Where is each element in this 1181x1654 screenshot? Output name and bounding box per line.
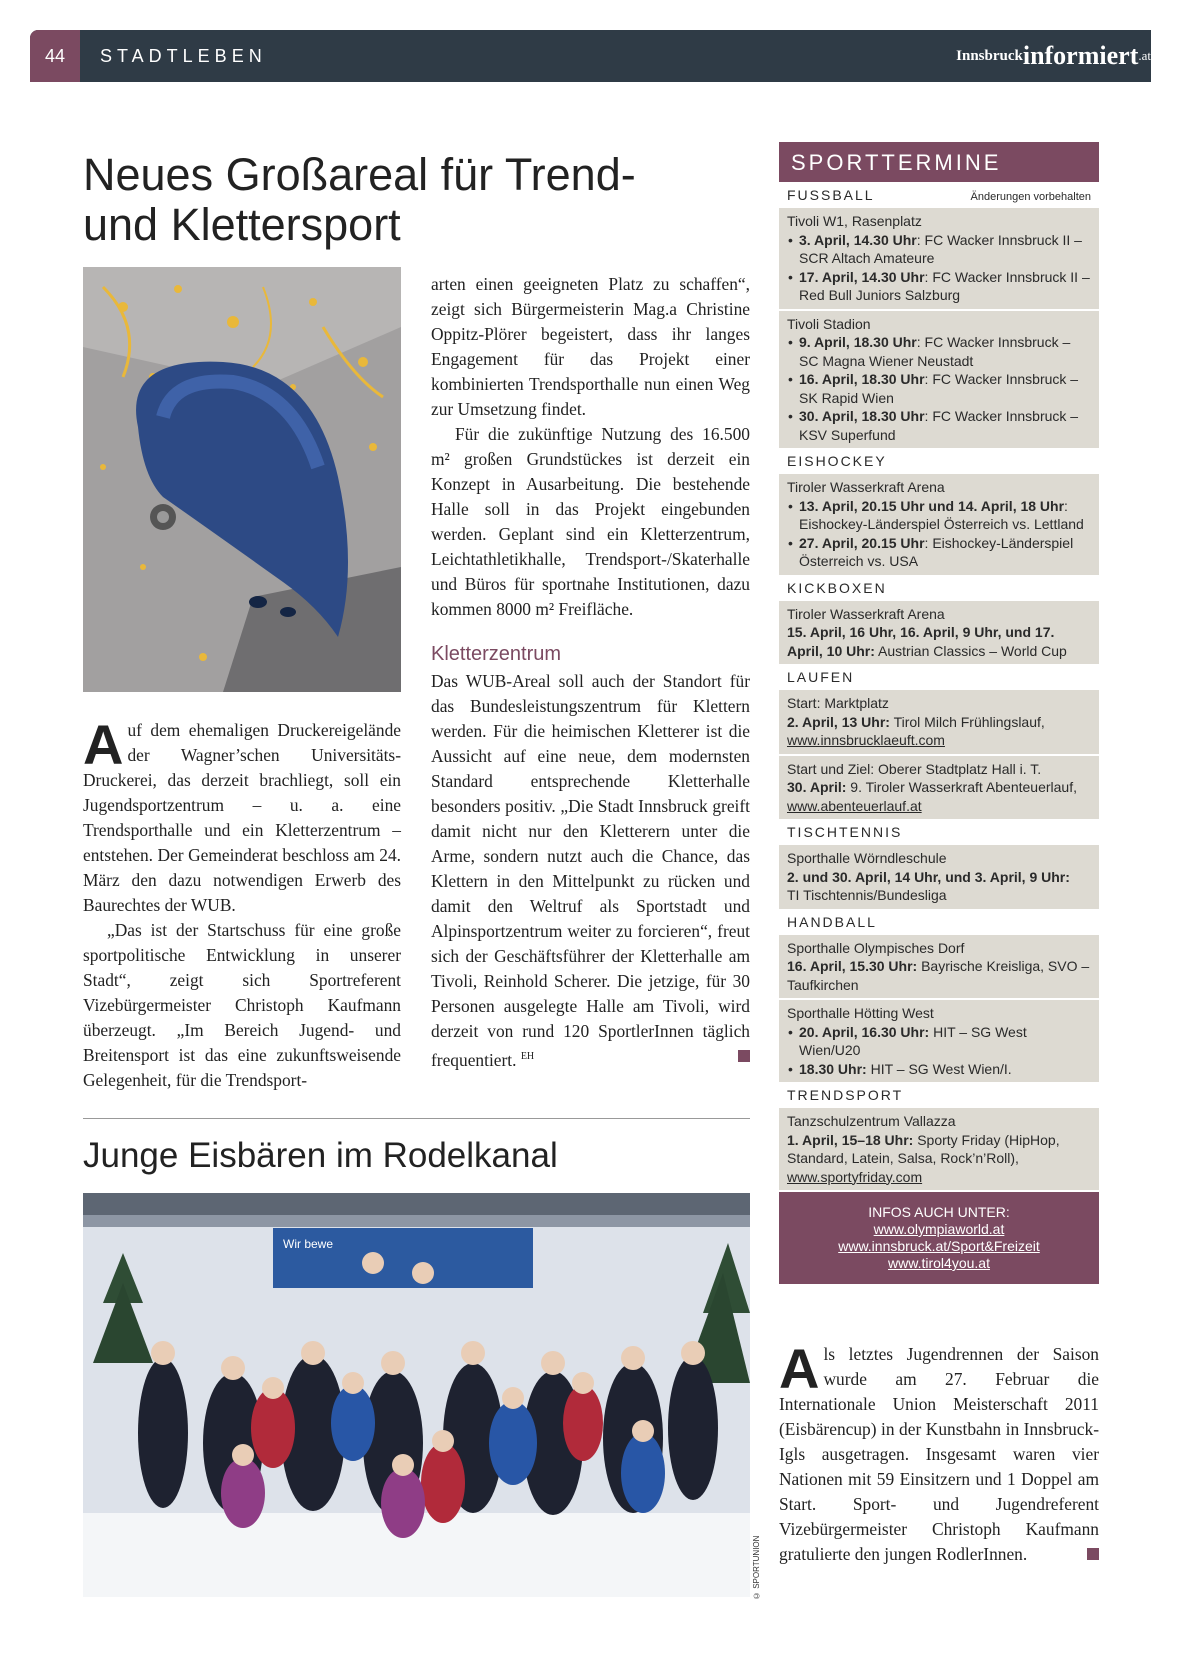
paragraph-text: Das WUB-Areal soll auch der Standort für das Bundesleistungszentrum für Klettern werden. Für die heimischen Kletterer ist die Aussicht auf eine neue, dem modernsten Standard entsprechende Kletterhalle besonders positiv. „Die Stadt Innsbruck greift damit nicht nur den Kletterern unter die Arme, sondern nutzt auch die Chance, das Klettern in den Mittelpunkt zu rücken und damit den Weltruf als Sportstadt und Alpinsportzentrum weiter zu forcieren“, freut sich der Geschäftsführer der Kletterhalle am Tivoli, Reinhold Scherer. Die jetzige, für 30 Personen ausgelegte Halle am Tivoli, wird derzeit von rund 120 SportlerInnen täglich frequentiert. bbox=[431, 671, 750, 1070]
event-date: 16. April, 15.30 Uhr: bbox=[787, 958, 918, 974]
event-text: : FC Wacker Innsbruck II – Red Bull Juniors Salzburg bbox=[799, 268, 1090, 303]
event-date: 30. April: bbox=[787, 779, 847, 795]
event-text: Austrian Classics – World Cup bbox=[874, 642, 1067, 659]
event-date: 16. April, 18.30 Uhr bbox=[799, 371, 925, 387]
divider bbox=[83, 1118, 750, 1119]
category-label: KICKBOXEN bbox=[787, 579, 887, 596]
event-text: HIT – SG West Wien/U20 bbox=[799, 1023, 1027, 1058]
category-trendsport bbox=[779, 1082, 1099, 1106]
info-link[interactable]: www.innsbruck.at/Sport&Freizeit bbox=[838, 1238, 1040, 1254]
event-text: 9. Tiroler Wasserkraft Abenteuerlauf, bbox=[846, 779, 1077, 795]
group-photo-illustration bbox=[83, 1193, 750, 1597]
event-block bbox=[779, 843, 1099, 909]
event-date: 17. April, 14.30 Uhr bbox=[799, 268, 925, 285]
event-text: : FC Wacker Innsbruck – SK Rapid Wien bbox=[799, 371, 1079, 406]
end-mark bbox=[738, 1050, 750, 1062]
article-column-2 bbox=[431, 272, 750, 1073]
event-date: 20. April, 16.30 Uhr: bbox=[799, 1023, 930, 1040]
article-paragraph: „Das ist der Startschuss für eine große sportpolitische Entwicklung in unserer Stadt“, zeigt sich Sportreferent Vizebürgermeister Christoph Kaufmann überzeugt. „Im Bereich Jugend- und Breitensport ist das eine zukunftsweisende Gelegenheit, für die Trendsport- bbox=[83, 920, 401, 1090]
article-paragraph: Für die zukünftige Nutzung des 16.500 m² großen Grundstückes ist derzeit ein Konzept in Ausarbeitung. Die bestehende Halle soll in das Projekt eingebunden werden. Geplant sind ein Kletterzentrum, Leichtathletikhalle, Trendsport-/Skaterhalle und Büros für sportnahe Institutionen, dazu kommen 8000 m² Freifläche. bbox=[431, 424, 750, 619]
event-text: TI Tischtennis/Bundesliga bbox=[787, 887, 947, 903]
event-block bbox=[779, 309, 1099, 449]
event-item bbox=[799, 1023, 1091, 1060]
event-item bbox=[799, 407, 1091, 444]
article-paragraph: arten einen geeigneten Platz zu schaffen“, zeigt sich Bürgermeisterin Mag.a Christine Oppitz-Plörer begeistert, dass ihr langes Engagement für das Projekt einer kombinierten Trendsporthalle nun einen Weg zur Umsetzung findet. bbox=[431, 274, 750, 419]
event-block bbox=[779, 1106, 1099, 1190]
event-date: 30. April, 18.30 Uhr bbox=[799, 408, 925, 424]
event-date: 27. April, 20.15 Uhr bbox=[799, 534, 925, 551]
event-location: Sporthalle Hötting West bbox=[787, 1005, 934, 1021]
page-number: 44 bbox=[30, 30, 80, 82]
event-date: 15. April, 16 Uhr, 16. April, 9 Uhr, und 17. April, 10 Uhr: bbox=[787, 624, 1055, 659]
event-date: 9. April, 18.30 Uhr bbox=[799, 334, 917, 350]
event-date: 2. und 30. April, 14 Uhr, und 3. April, 9 Uhr: bbox=[787, 868, 1070, 885]
event-block bbox=[779, 998, 1099, 1082]
category-kickboxen bbox=[779, 575, 1099, 599]
event-text: : FC Wacker Innsbruck – KSV Superfund bbox=[799, 408, 1079, 443]
paragraph-text: uf dem ehemaligen Druckereigelände der Wagner’schen Universitäts-Druckerei, das derzeit brachliegt, soll ein Jugendsportzentrum – u. a. eine Trendsporthalle und ein Kletterzentrum – entstehen. Der Gemeinderat beschloss am 24. März den dazu notwendigen Erwerb des Baurechtes der WUB. bbox=[83, 720, 401, 915]
event-text: HIT – SG West Wien/I. bbox=[866, 1060, 1012, 1077]
event-location: Tiroler Wasserkraft Arena bbox=[787, 479, 945, 495]
article-paragraph bbox=[431, 669, 750, 1073]
brand-logo bbox=[956, 30, 1151, 82]
category-laufen bbox=[779, 664, 1099, 688]
event-text: : FC Wacker Innsbruck II – SCR Altach Amateure bbox=[799, 231, 1082, 266]
event-link[interactable]: www.sportyfriday.com bbox=[787, 1168, 923, 1185]
changes-note: Änderungen vorbehalten bbox=[970, 191, 1091, 203]
event-location: Tivoli Stadion bbox=[787, 315, 871, 332]
article-headline: Neues Großareal für Trend- und Klettersport bbox=[83, 149, 636, 250]
sport-schedule-sidebar bbox=[779, 142, 1099, 1284]
drop-cap: A bbox=[779, 1337, 820, 1400]
category-label: FUSSBALL bbox=[787, 187, 875, 203]
brand-small: Innsbruck bbox=[956, 47, 1023, 64]
event-date: 3. April, 14.30 Uhr bbox=[799, 231, 917, 248]
category-handball bbox=[779, 909, 1099, 933]
event-item bbox=[799, 1060, 1091, 1079]
event-block bbox=[779, 472, 1099, 575]
section-title: STADTLEBEN bbox=[100, 45, 267, 66]
photo-credit: © SPORTUNION bbox=[752, 1535, 761, 1600]
event-location: Sporthalle Olympisches Dorf bbox=[787, 939, 965, 956]
category-eishockey bbox=[779, 448, 1099, 472]
event-date: 1. April, 15–18 Uhr: bbox=[787, 1131, 914, 1148]
article-column-1 bbox=[83, 713, 401, 1093]
event-location: Start: Marktplatz bbox=[787, 695, 889, 711]
info-link[interactable]: www.olympiaworld.at bbox=[873, 1221, 1005, 1237]
event-location: Start und Ziel: Oberer Stadtplatz Hall i. T. bbox=[787, 760, 1042, 777]
category-tischtennis bbox=[779, 819, 1099, 843]
event-block bbox=[779, 933, 1099, 999]
event-item bbox=[799, 497, 1091, 534]
event-link[interactable]: www.abenteuerlauf.at bbox=[787, 797, 922, 814]
event-item bbox=[799, 370, 1091, 407]
article-paragraph bbox=[83, 713, 401, 918]
event-link[interactable]: www.innsbrucklaeuft.com bbox=[787, 732, 945, 748]
event-item bbox=[799, 534, 1091, 571]
group-photo bbox=[83, 1193, 750, 1597]
subheading: Kletterzentrum bbox=[431, 643, 562, 665]
drop-cap: A bbox=[83, 713, 124, 776]
event-location: Tivoli W1, Rasenplatz bbox=[787, 213, 922, 229]
article2-headline: Junge Eisbären im Rodelkanal bbox=[83, 1136, 558, 1175]
paragraph-text: ls letztes Jugendrennen der Saison wurde am 27. Februar die Internationale Union Meisterschaft 2011 (Eisbärencup) in der Kunstbahn in Innsbruck-Igls ausgetragen. Insgesamt waren vier Nationen mit 59 Einsitzern und 1 Doppel am Start. Sport- und Jugendreferent Vizebürgermeister Christoph Kaufmann gratulierte den jungen RodlerInnen. bbox=[779, 1344, 1099, 1564]
event-text: Tirol Milch Frühlingslauf, bbox=[889, 713, 1045, 730]
info-link[interactable]: www.tirol4you.at bbox=[888, 1255, 990, 1271]
info-heading: INFOS AUCH UNTER: bbox=[868, 1204, 1010, 1220]
sidebar-title: SPORTTERMINE bbox=[779, 142, 1099, 182]
banner-text: Wir bewe bbox=[283, 1237, 334, 1251]
event-text: Sporty Friday (HipHop, Standard, Latein, Salsa, Rock’n’Roll), bbox=[787, 1131, 1060, 1166]
event-text: Bayrische Kreisliga, SVO – Taufkirchen bbox=[787, 958, 1090, 993]
brand-tld: .at bbox=[1138, 48, 1151, 63]
event-item bbox=[799, 231, 1091, 268]
event-block bbox=[779, 688, 1099, 754]
article2-text bbox=[779, 1337, 1099, 1567]
author-initials: EH bbox=[520, 1051, 535, 1062]
event-location: Tanzschulzentrum Vallazza bbox=[787, 1113, 956, 1129]
category-label: LAUFEN bbox=[787, 669, 855, 685]
event-text: : Eishockey-Länderspiel Österreich vs. Lettland bbox=[799, 497, 1084, 532]
article-paragraph bbox=[779, 1337, 1099, 1567]
category-fussball bbox=[779, 182, 1099, 206]
event-location: Tiroler Wasserkraft Arena bbox=[787, 605, 945, 622]
category-label: HANDBALL bbox=[787, 913, 877, 930]
event-text: : Eishockey-Länderspiel Österreich vs. USA bbox=[799, 534, 1074, 569]
category-label: TISCHTENNIS bbox=[787, 824, 903, 840]
event-date: 18.30 Uhr: bbox=[799, 1060, 867, 1077]
climbing-hold-illustration bbox=[83, 267, 401, 692]
info-box bbox=[779, 1192, 1099, 1284]
event-item bbox=[799, 333, 1091, 370]
event-text: : FC Wacker Innsbruck – SC Magna Wiener Neustadt bbox=[799, 334, 1071, 369]
event-item bbox=[799, 268, 1091, 305]
category-label: TRENDSPORT bbox=[787, 1087, 904, 1103]
event-block bbox=[779, 599, 1099, 665]
event-date: 2. April, 13 Uhr: bbox=[787, 713, 890, 730]
climbing-hold-photo bbox=[83, 267, 401, 692]
category-label: EISHOCKEY bbox=[787, 453, 887, 469]
end-mark bbox=[1087, 1548, 1099, 1560]
event-date: 13. April, 20.15 Uhr und 14. April, 18 Uhr bbox=[799, 497, 1065, 514]
event-location: Sporthalle Wörndleschule bbox=[787, 850, 947, 866]
brand-big: informiert bbox=[1022, 41, 1139, 70]
event-block bbox=[779, 754, 1099, 820]
event-block bbox=[779, 206, 1099, 309]
